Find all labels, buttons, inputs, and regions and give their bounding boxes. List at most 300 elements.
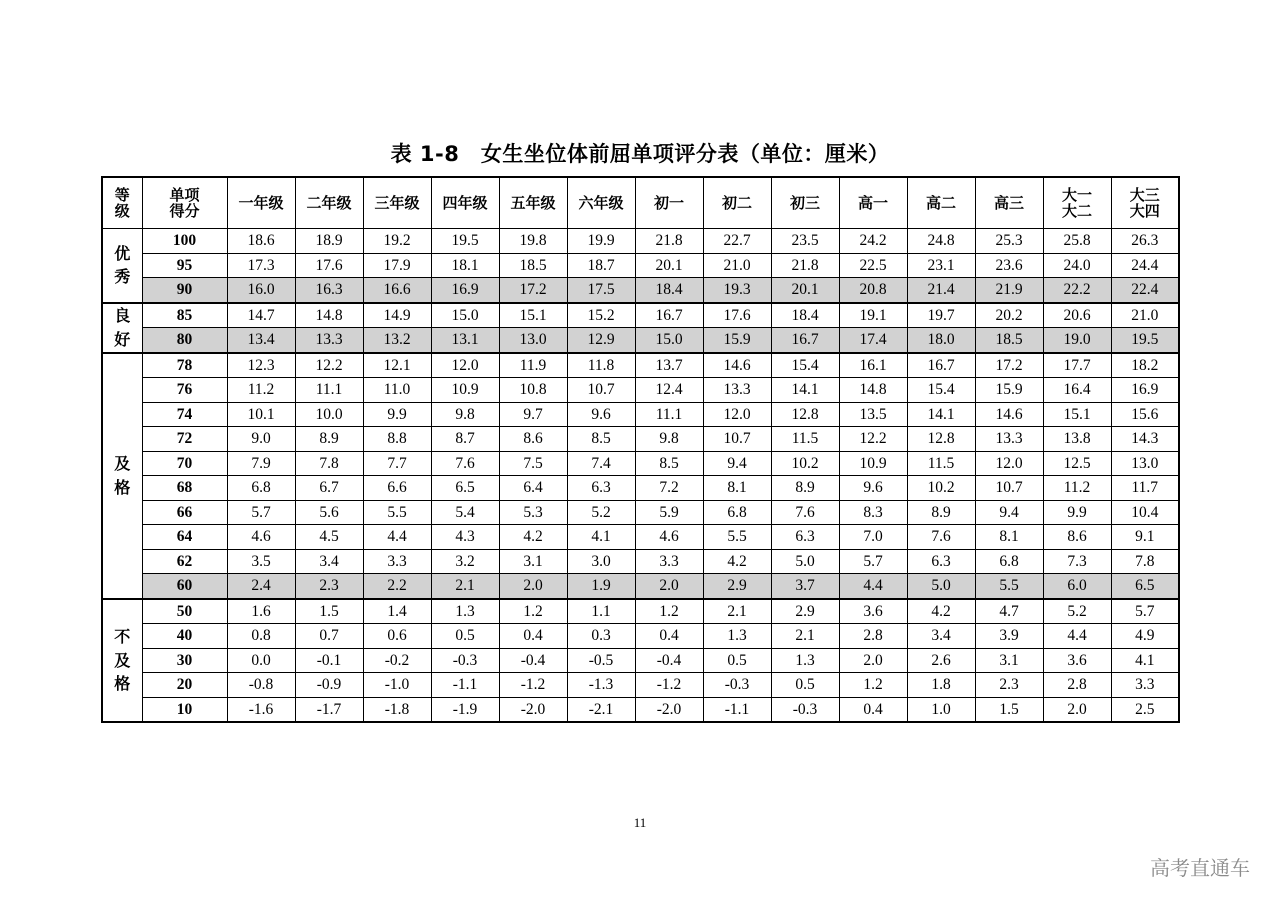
value-cell: -1.2 bbox=[499, 673, 567, 698]
table-row bbox=[102, 451, 1179, 476]
value-cell: 17.3 bbox=[227, 253, 295, 278]
score-cell: 20 bbox=[142, 673, 227, 698]
header-grade: 大三 大四 bbox=[1111, 177, 1179, 229]
value-cell: 5.4 bbox=[431, 500, 499, 525]
value-cell: 17.6 bbox=[703, 303, 771, 328]
value-cell: 7.5 bbox=[499, 451, 567, 476]
value-cell: 12.9 bbox=[567, 328, 635, 353]
value-cell: 1.3 bbox=[771, 648, 839, 673]
value-cell: 15.0 bbox=[431, 303, 499, 328]
value-cell: 6.8 bbox=[227, 476, 295, 501]
header-grade: 五年级 bbox=[499, 177, 567, 229]
value-cell: 1.2 bbox=[635, 599, 703, 624]
value-cell: 7.6 bbox=[431, 451, 499, 476]
value-cell: 10.7 bbox=[975, 476, 1043, 501]
value-cell: 7.8 bbox=[1111, 549, 1179, 574]
value-cell: 21.8 bbox=[635, 229, 703, 254]
header-grade: 初二 bbox=[703, 177, 771, 229]
value-cell: 0.4 bbox=[839, 697, 907, 722]
grade-level-cell: 不 及 格 bbox=[102, 599, 142, 723]
value-cell: 15.4 bbox=[771, 353, 839, 378]
value-cell: 15.9 bbox=[703, 328, 771, 353]
value-cell: 4.4 bbox=[1043, 624, 1111, 649]
score-cell: 64 bbox=[142, 525, 227, 550]
score-cell: 10 bbox=[142, 697, 227, 722]
value-cell: 0.8 bbox=[227, 624, 295, 649]
value-cell: 1.4 bbox=[363, 599, 431, 624]
value-cell: 21.9 bbox=[975, 278, 1043, 303]
header-grade: 高二 bbox=[907, 177, 975, 229]
value-cell: 14.8 bbox=[295, 303, 363, 328]
value-cell: 8.6 bbox=[1043, 525, 1111, 550]
value-cell: 9.7 bbox=[499, 402, 567, 427]
header-grade: 六年级 bbox=[567, 177, 635, 229]
value-cell: 24.0 bbox=[1043, 253, 1111, 278]
value-cell: 2.0 bbox=[839, 648, 907, 673]
value-cell: 14.6 bbox=[975, 402, 1043, 427]
value-cell: 6.3 bbox=[771, 525, 839, 550]
value-cell: 19.9 bbox=[567, 229, 635, 254]
value-cell: 20.1 bbox=[635, 253, 703, 278]
header-grade: 二年级 bbox=[295, 177, 363, 229]
value-cell: 6.5 bbox=[1111, 574, 1179, 599]
value-cell: 6.3 bbox=[907, 549, 975, 574]
value-cell: -1.1 bbox=[431, 673, 499, 698]
value-cell: 20.6 bbox=[1043, 303, 1111, 328]
value-cell: 20.2 bbox=[975, 303, 1043, 328]
score-cell: 50 bbox=[142, 599, 227, 624]
score-table bbox=[101, 176, 1180, 723]
value-cell: 13.5 bbox=[839, 402, 907, 427]
value-cell: 2.3 bbox=[975, 673, 1043, 698]
score-cell: 85 bbox=[142, 303, 227, 328]
value-cell: 1.1 bbox=[567, 599, 635, 624]
value-cell: 5.7 bbox=[839, 549, 907, 574]
value-cell: 10.7 bbox=[703, 427, 771, 452]
header-grade: 四年级 bbox=[431, 177, 499, 229]
table-row bbox=[102, 697, 1179, 722]
table-row bbox=[102, 378, 1179, 403]
value-cell: 15.0 bbox=[635, 328, 703, 353]
value-cell: 12.0 bbox=[703, 402, 771, 427]
value-cell: 3.0 bbox=[567, 549, 635, 574]
table-row bbox=[102, 278, 1179, 303]
value-cell: 10.9 bbox=[839, 451, 907, 476]
value-cell: 1.2 bbox=[499, 599, 567, 624]
value-cell: 11.1 bbox=[635, 402, 703, 427]
value-cell: 2.0 bbox=[635, 574, 703, 599]
value-cell: 3.5 bbox=[227, 549, 295, 574]
table-row bbox=[102, 599, 1179, 624]
score-cell: 72 bbox=[142, 427, 227, 452]
value-cell: 26.3 bbox=[1111, 229, 1179, 254]
value-cell: 15.9 bbox=[975, 378, 1043, 403]
value-cell: 3.6 bbox=[1043, 648, 1111, 673]
value-cell: 9.0 bbox=[227, 427, 295, 452]
value-cell: 15.6 bbox=[1111, 402, 1179, 427]
score-cell: 30 bbox=[142, 648, 227, 673]
value-cell: 16.7 bbox=[771, 328, 839, 353]
value-cell: 2.1 bbox=[431, 574, 499, 599]
value-cell: 5.0 bbox=[907, 574, 975, 599]
value-cell: 9.9 bbox=[1043, 500, 1111, 525]
value-cell: 17.4 bbox=[839, 328, 907, 353]
value-cell: 8.9 bbox=[295, 427, 363, 452]
value-cell: -0.4 bbox=[635, 648, 703, 673]
table-row bbox=[102, 574, 1179, 599]
value-cell: 15.2 bbox=[567, 303, 635, 328]
value-cell: -2.1 bbox=[567, 697, 635, 722]
value-cell: 0.7 bbox=[295, 624, 363, 649]
value-cell: -1.3 bbox=[567, 673, 635, 698]
header-grade: 大一 大二 bbox=[1043, 177, 1111, 229]
value-cell: 2.5 bbox=[1111, 697, 1179, 722]
header-level: 等 级 bbox=[102, 177, 142, 229]
value-cell: 6.7 bbox=[295, 476, 363, 501]
value-cell: 22.7 bbox=[703, 229, 771, 254]
value-cell: 12.2 bbox=[839, 427, 907, 452]
table-title: 表 1-8 女生坐位体前屈单项评分表（单位：厘米） bbox=[390, 142, 890, 166]
value-cell: 11.1 bbox=[295, 378, 363, 403]
value-cell: 21.4 bbox=[907, 278, 975, 303]
value-cell: 4.6 bbox=[227, 525, 295, 550]
value-cell: 12.8 bbox=[771, 402, 839, 427]
table-body bbox=[102, 229, 1179, 723]
value-cell: 13.0 bbox=[499, 328, 567, 353]
value-cell: 11.2 bbox=[227, 378, 295, 403]
score-cell: 100 bbox=[142, 229, 227, 254]
value-cell: 9.6 bbox=[839, 476, 907, 501]
value-cell: 13.2 bbox=[363, 328, 431, 353]
value-cell: 6.3 bbox=[567, 476, 635, 501]
value-cell: 4.4 bbox=[363, 525, 431, 550]
value-cell: -1.1 bbox=[703, 697, 771, 722]
value-cell: 3.7 bbox=[771, 574, 839, 599]
value-cell: 4.1 bbox=[1111, 648, 1179, 673]
score-cell: 60 bbox=[142, 574, 227, 599]
value-cell: 3.1 bbox=[975, 648, 1043, 673]
value-cell: 4.9 bbox=[1111, 624, 1179, 649]
value-cell: 2.8 bbox=[839, 624, 907, 649]
value-cell: 8.5 bbox=[567, 427, 635, 452]
value-cell: 2.8 bbox=[1043, 673, 1111, 698]
value-cell: 3.3 bbox=[635, 549, 703, 574]
value-cell: 1.6 bbox=[227, 599, 295, 624]
value-cell: 4.2 bbox=[499, 525, 567, 550]
score-cell: 76 bbox=[142, 378, 227, 403]
table-row bbox=[102, 673, 1179, 698]
value-cell: 5.0 bbox=[771, 549, 839, 574]
value-cell: 9.9 bbox=[363, 402, 431, 427]
value-cell: 18.7 bbox=[567, 253, 635, 278]
value-cell: 10.4 bbox=[1111, 500, 1179, 525]
value-cell: 19.2 bbox=[363, 229, 431, 254]
value-cell: -1.2 bbox=[635, 673, 703, 698]
value-cell: 8.7 bbox=[431, 427, 499, 452]
value-cell: 25.3 bbox=[975, 229, 1043, 254]
value-cell: 4.4 bbox=[839, 574, 907, 599]
value-cell: 11.0 bbox=[363, 378, 431, 403]
value-cell: 5.5 bbox=[975, 574, 1043, 599]
value-cell: 13.1 bbox=[431, 328, 499, 353]
value-cell: 18.4 bbox=[771, 303, 839, 328]
value-cell: 20.8 bbox=[839, 278, 907, 303]
value-cell: -0.3 bbox=[771, 697, 839, 722]
value-cell: 17.6 bbox=[295, 253, 363, 278]
value-cell: 8.5 bbox=[635, 451, 703, 476]
value-cell: 1.3 bbox=[703, 624, 771, 649]
value-cell: -0.8 bbox=[227, 673, 295, 698]
grade-level-cell: 优 秀 bbox=[102, 229, 142, 303]
header-row bbox=[102, 177, 1179, 229]
value-cell: 13.3 bbox=[295, 328, 363, 353]
table-row bbox=[102, 500, 1179, 525]
value-cell: 9.8 bbox=[431, 402, 499, 427]
value-cell: 16.7 bbox=[907, 353, 975, 378]
value-cell: 6.8 bbox=[975, 549, 1043, 574]
value-cell: 11.8 bbox=[567, 353, 635, 378]
value-cell: -0.5 bbox=[567, 648, 635, 673]
value-cell: 0.6 bbox=[363, 624, 431, 649]
value-cell: 12.8 bbox=[907, 427, 975, 452]
value-cell: 11.7 bbox=[1111, 476, 1179, 501]
value-cell: 18.5 bbox=[499, 253, 567, 278]
value-cell: 14.6 bbox=[703, 353, 771, 378]
value-cell: 12.3 bbox=[227, 353, 295, 378]
value-cell: 17.2 bbox=[499, 278, 567, 303]
value-cell: 2.3 bbox=[295, 574, 363, 599]
grade-level-cell: 良 好 bbox=[102, 303, 142, 353]
value-cell: 23.1 bbox=[907, 253, 975, 278]
header-grade: 初三 bbox=[771, 177, 839, 229]
value-cell: 17.7 bbox=[1043, 353, 1111, 378]
value-cell: 6.0 bbox=[1043, 574, 1111, 599]
table-row bbox=[102, 549, 1179, 574]
value-cell: 13.7 bbox=[635, 353, 703, 378]
value-cell: 14.9 bbox=[363, 303, 431, 328]
header-grade: 高三 bbox=[975, 177, 1043, 229]
value-cell: 13.0 bbox=[1111, 451, 1179, 476]
value-cell: 1.2 bbox=[839, 673, 907, 698]
value-cell: 13.3 bbox=[975, 427, 1043, 452]
value-cell: 15.4 bbox=[907, 378, 975, 403]
value-cell: 5.6 bbox=[295, 500, 363, 525]
value-cell: 14.8 bbox=[839, 378, 907, 403]
value-cell: 5.2 bbox=[1043, 599, 1111, 624]
value-cell: 9.4 bbox=[975, 500, 1043, 525]
grade-level-cell: 及 格 bbox=[102, 353, 142, 599]
value-cell: 9.4 bbox=[703, 451, 771, 476]
value-cell: 0.0 bbox=[227, 648, 295, 673]
table-row bbox=[102, 402, 1179, 427]
value-cell: 12.5 bbox=[1043, 451, 1111, 476]
value-cell: 24.8 bbox=[907, 229, 975, 254]
value-cell: 0.5 bbox=[771, 673, 839, 698]
header-grade: 三年级 bbox=[363, 177, 431, 229]
table-row bbox=[102, 525, 1179, 550]
value-cell: 2.1 bbox=[771, 624, 839, 649]
value-cell: 5.5 bbox=[363, 500, 431, 525]
value-cell: -1.9 bbox=[431, 697, 499, 722]
value-cell: 2.6 bbox=[907, 648, 975, 673]
value-cell: 2.0 bbox=[499, 574, 567, 599]
value-cell: 19.8 bbox=[499, 229, 567, 254]
table-row bbox=[102, 476, 1179, 501]
value-cell: -1.6 bbox=[227, 697, 295, 722]
value-cell: 8.3 bbox=[839, 500, 907, 525]
value-cell: 6.6 bbox=[363, 476, 431, 501]
header-score: 单项 得分 bbox=[142, 177, 227, 229]
table-row bbox=[102, 253, 1179, 278]
value-cell: 7.6 bbox=[771, 500, 839, 525]
value-cell: 16.3 bbox=[295, 278, 363, 303]
value-cell: 4.3 bbox=[431, 525, 499, 550]
value-cell: 5.7 bbox=[1111, 599, 1179, 624]
value-cell: 7.2 bbox=[635, 476, 703, 501]
value-cell: 17.9 bbox=[363, 253, 431, 278]
table-row bbox=[102, 624, 1179, 649]
value-cell: 12.0 bbox=[975, 451, 1043, 476]
value-cell: 11.9 bbox=[499, 353, 567, 378]
watermark: 高考直通车 bbox=[1150, 856, 1250, 880]
value-cell: -1.0 bbox=[363, 673, 431, 698]
score-cell: 70 bbox=[142, 451, 227, 476]
value-cell: 5.2 bbox=[567, 500, 635, 525]
value-cell: 2.0 bbox=[1043, 697, 1111, 722]
value-cell: 7.0 bbox=[839, 525, 907, 550]
value-cell: 22.5 bbox=[839, 253, 907, 278]
value-cell: 1.5 bbox=[295, 599, 363, 624]
value-cell: 19.7 bbox=[907, 303, 975, 328]
value-cell: 3.3 bbox=[363, 549, 431, 574]
value-cell: 5.5 bbox=[703, 525, 771, 550]
value-cell: 16.4 bbox=[1043, 378, 1111, 403]
score-cell: 78 bbox=[142, 353, 227, 378]
value-cell: 12.1 bbox=[363, 353, 431, 378]
page-number: 11 bbox=[633, 815, 647, 830]
header-grade: 高一 bbox=[839, 177, 907, 229]
value-cell: 18.6 bbox=[227, 229, 295, 254]
value-cell: 14.1 bbox=[907, 402, 975, 427]
value-cell: 1.3 bbox=[431, 599, 499, 624]
value-cell: 7.3 bbox=[1043, 549, 1111, 574]
value-cell: 0.3 bbox=[567, 624, 635, 649]
value-cell: 4.6 bbox=[635, 525, 703, 550]
value-cell: 24.2 bbox=[839, 229, 907, 254]
value-cell: 10.2 bbox=[771, 451, 839, 476]
value-cell: 3.9 bbox=[975, 624, 1043, 649]
value-cell: 7.7 bbox=[363, 451, 431, 476]
value-cell: 17.2 bbox=[975, 353, 1043, 378]
value-cell: 0.5 bbox=[431, 624, 499, 649]
value-cell: 2.9 bbox=[703, 574, 771, 599]
value-cell: 21.0 bbox=[1111, 303, 1179, 328]
value-cell: 5.9 bbox=[635, 500, 703, 525]
value-cell: 4.5 bbox=[295, 525, 363, 550]
value-cell: 19.3 bbox=[703, 278, 771, 303]
table-row bbox=[102, 353, 1179, 378]
value-cell: 7.6 bbox=[907, 525, 975, 550]
value-cell: 25.8 bbox=[1043, 229, 1111, 254]
value-cell: 7.9 bbox=[227, 451, 295, 476]
table-row bbox=[102, 427, 1179, 452]
score-cell: 66 bbox=[142, 500, 227, 525]
value-cell: -2.0 bbox=[499, 697, 567, 722]
value-cell: 1.9 bbox=[567, 574, 635, 599]
table-row bbox=[102, 229, 1179, 254]
value-cell: 23.6 bbox=[975, 253, 1043, 278]
value-cell: 8.9 bbox=[771, 476, 839, 501]
value-cell: 10.2 bbox=[907, 476, 975, 501]
value-cell: 2.2 bbox=[363, 574, 431, 599]
value-cell: -0.4 bbox=[499, 648, 567, 673]
value-cell: 10.9 bbox=[431, 378, 499, 403]
value-cell: 12.4 bbox=[635, 378, 703, 403]
score-cell: 90 bbox=[142, 278, 227, 303]
value-cell: 11.5 bbox=[771, 427, 839, 452]
value-cell: 18.0 bbox=[907, 328, 975, 353]
value-cell: 2.9 bbox=[771, 599, 839, 624]
header-grade: 初一 bbox=[635, 177, 703, 229]
value-cell: 1.5 bbox=[975, 697, 1043, 722]
value-cell: 19.5 bbox=[1111, 328, 1179, 353]
value-cell: 11.5 bbox=[907, 451, 975, 476]
value-cell: 13.3 bbox=[703, 378, 771, 403]
value-cell: 11.2 bbox=[1043, 476, 1111, 501]
header-grade: 一年级 bbox=[227, 177, 295, 229]
value-cell: 16.1 bbox=[839, 353, 907, 378]
table-row bbox=[102, 303, 1179, 328]
value-cell: 18.9 bbox=[295, 229, 363, 254]
value-cell: 3.6 bbox=[839, 599, 907, 624]
value-cell: 18.4 bbox=[635, 278, 703, 303]
value-cell: 3.4 bbox=[907, 624, 975, 649]
value-cell: -0.9 bbox=[295, 673, 363, 698]
value-cell: 19.5 bbox=[431, 229, 499, 254]
value-cell: 22.4 bbox=[1111, 278, 1179, 303]
value-cell: 18.2 bbox=[1111, 353, 1179, 378]
value-cell: 16.0 bbox=[227, 278, 295, 303]
value-cell: -0.3 bbox=[703, 673, 771, 698]
value-cell: 15.1 bbox=[1043, 402, 1111, 427]
value-cell: 5.7 bbox=[227, 500, 295, 525]
value-cell: 12.2 bbox=[295, 353, 363, 378]
table-row bbox=[102, 648, 1179, 673]
value-cell: 6.8 bbox=[703, 500, 771, 525]
score-cell: 40 bbox=[142, 624, 227, 649]
value-cell: 4.2 bbox=[907, 599, 975, 624]
value-cell: 9.6 bbox=[567, 402, 635, 427]
value-cell: 9.1 bbox=[1111, 525, 1179, 550]
value-cell: 1.8 bbox=[907, 673, 975, 698]
value-cell: -0.1 bbox=[295, 648, 363, 673]
value-cell: 15.1 bbox=[499, 303, 567, 328]
value-cell: 10.7 bbox=[567, 378, 635, 403]
value-cell: 3.3 bbox=[1111, 673, 1179, 698]
value-cell: 4.2 bbox=[703, 549, 771, 574]
value-cell: -1.7 bbox=[295, 697, 363, 722]
value-cell: 17.5 bbox=[567, 278, 635, 303]
table-row bbox=[102, 328, 1179, 353]
value-cell: 3.4 bbox=[295, 549, 363, 574]
value-cell: 0.4 bbox=[635, 624, 703, 649]
value-cell: 9.8 bbox=[635, 427, 703, 452]
value-cell: 12.0 bbox=[431, 353, 499, 378]
value-cell: 3.2 bbox=[431, 549, 499, 574]
value-cell: 16.9 bbox=[1111, 378, 1179, 403]
value-cell: 14.1 bbox=[771, 378, 839, 403]
value-cell: -0.2 bbox=[363, 648, 431, 673]
